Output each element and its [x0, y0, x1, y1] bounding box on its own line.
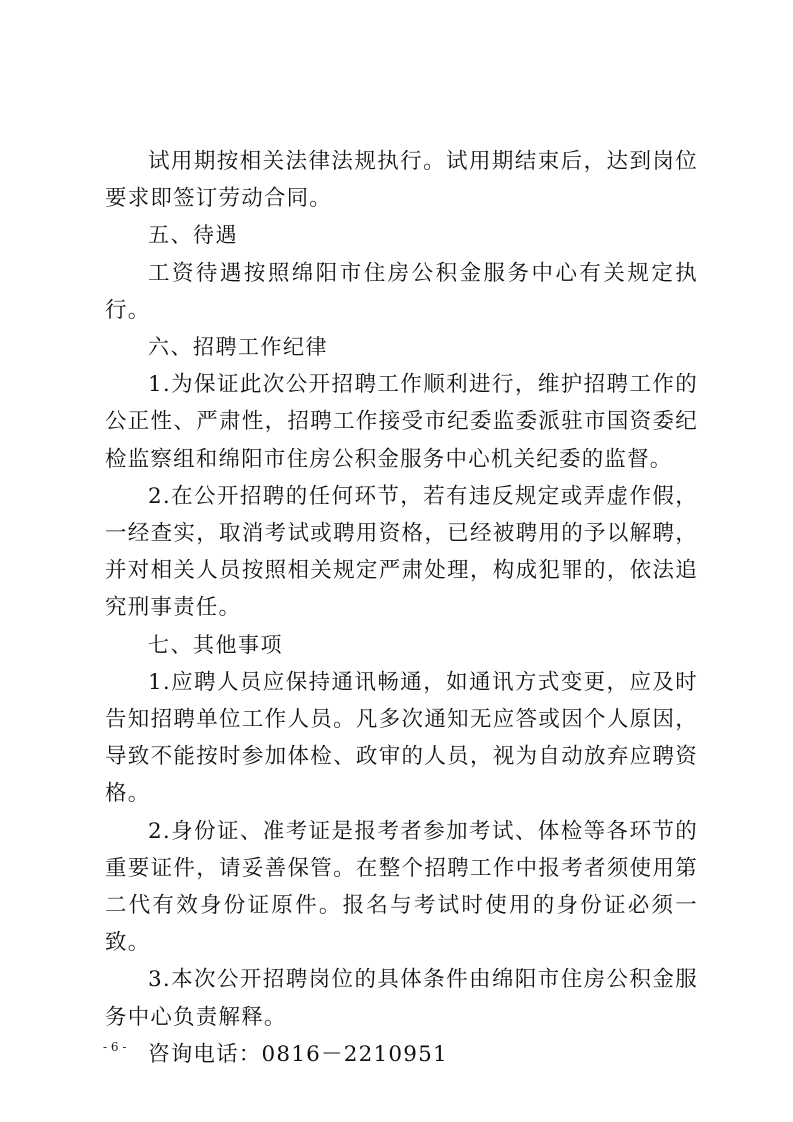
other-item-2: 2.身份证、准考证是报考者参加考试、体检等各环节的重要证件，请妥善保管。在整个招聘工作中报考者须使用第二代有效身份证原件。报名与考试时使用的身份证必须一致。 [105, 818, 698, 956]
consultation-phone: 咨询电话：0816－2210951 [148, 1041, 448, 1067]
section-heading-other-matters: 七、其他事项 [148, 632, 283, 657]
other-item-1: 1.应聘人员应保持通讯畅通，如通讯方式变更，应及时告知招聘单位工作人员。凡多次通知无应答或因个人原因，导致不能按时参加体检、政审的人员，视为自动放弃应聘资格。 [105, 669, 698, 807]
salary-paragraph: 工资待遇按照绵阳市住房公积金服务中心有关规定执行。 [105, 260, 698, 323]
discipline-item-2: 2.在公开招聘的任何环节，若有违反规定或弄虚作假，一经查实，取消考试或聘用资格，已经被聘用的予以解聘，并对相关人员按照相关规定严肃处理，构成犯罪的，依法追究刑事责任。 [105, 483, 698, 621]
section-heading-discipline: 六、招聘工作纪律 [148, 335, 328, 360]
document-body [105, 143, 698, 1073]
probation-paragraph: 试用期按相关法律法规执行。试用期结束后，达到岗位要求即签订劳动合同。 [105, 149, 698, 212]
page-number: - 6 - [103, 1040, 127, 1054]
section-heading-treatment: 五、待遇 [148, 223, 238, 248]
discipline-item-1: 1.为保证此次公开招聘工作顺利进行，维护招聘工作的公正性、严肃性，招聘工作接受市纪委监委派驻市国资委纪检监察组和绵阳市住房公积金服务中心机关纪委的监督。 [105, 372, 698, 472]
other-item-3: 3.本次公开招聘岗位的具体条件由绵阳市住房公积金服务中心负责解释。 [105, 967, 698, 1030]
